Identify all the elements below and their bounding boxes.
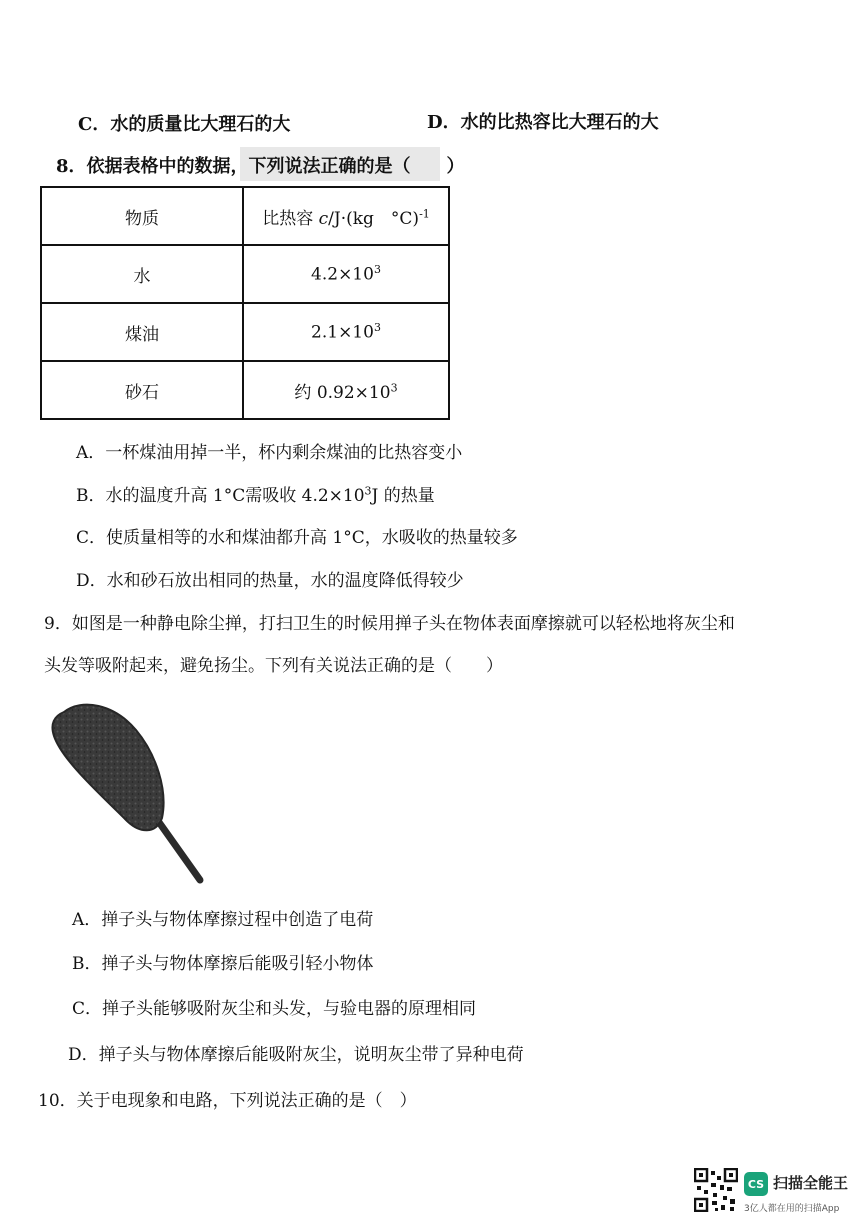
q8-option-d: D．水和砂石放出相同的热量，水的温度降低得较少 xyxy=(76,571,464,591)
substance-cell: 煤油 xyxy=(41,303,243,361)
value-cell: $4.2\times 10^3$ xyxy=(243,245,449,303)
q9-option-d: D．掸子头与物体摩擦后能吸附灰尘，说明灰尘带了异种电荷 xyxy=(68,1045,524,1065)
table-row xyxy=(41,303,449,361)
option-d-prev: D．水的比热容比大理石的大 xyxy=(427,112,659,133)
q8-option-c: C．使质量相等的水和煤油都升高 1°C，水吸收的热量较多 xyxy=(76,528,518,548)
qr-code-icon xyxy=(694,1168,738,1212)
q9-stem-line1: 9．如图是一种静电除尘掸，打扫卫生的时候用掸子头在物体表面摩擦就可以轻松地将灰尘和 xyxy=(44,614,735,634)
specific-heat-table xyxy=(40,186,450,420)
table-row xyxy=(41,361,449,419)
q9-option-c: C．掸子头能够吸附灰尘和头发，与验电器的原理相同 xyxy=(72,999,477,1019)
value-cell: 约 $0.92\times 10^3$ xyxy=(243,361,449,419)
q9-option-a: A．掸子头与物体摩擦过程中创造了电荷 xyxy=(72,910,374,930)
q9-option-b: B．掸子头与物体摩擦后能吸引轻小物体 xyxy=(72,954,374,974)
substance-cell: 水 xyxy=(41,245,243,303)
q9-stem-line2: 头发等吸附起来，避免扬尘。下列有关说法正确的是（ ） xyxy=(44,656,503,676)
q10-stem: 10．关于电现象和电路，下列说法正确的是（ ） xyxy=(38,1091,417,1111)
camscanner-logo-icon: CS xyxy=(744,1172,768,1196)
substance-cell: 砂石 xyxy=(41,361,243,419)
q8-stem: 8．依据表格中的数据，下列说法正确的是（ ） xyxy=(56,156,465,177)
header-specific-heat: 比热容 c/J·(kg °C)$^{-1}$ xyxy=(243,187,449,245)
scanner-tagline: 3亿人都在用的扫描App xyxy=(744,1204,840,1214)
table-row xyxy=(41,245,449,303)
header-substance: 物质 xyxy=(41,187,243,245)
table-row xyxy=(41,187,449,245)
scanner-app-name: 扫描全能王 xyxy=(773,1174,849,1192)
electrostatic-duster-image xyxy=(44,700,214,890)
q8-option-b: B．水的温度升高 1°C需吸收 $4.2\times 10^3J$ 的热量 xyxy=(76,484,435,506)
q8-option-a: A．一杯煤油用掉一半，杯内剩余煤油的比热容变小 xyxy=(76,443,463,463)
value-cell: $2.1\times 10^3$ xyxy=(243,303,449,361)
option-c-prev: C．水的质量比大理石的大 xyxy=(78,114,291,135)
